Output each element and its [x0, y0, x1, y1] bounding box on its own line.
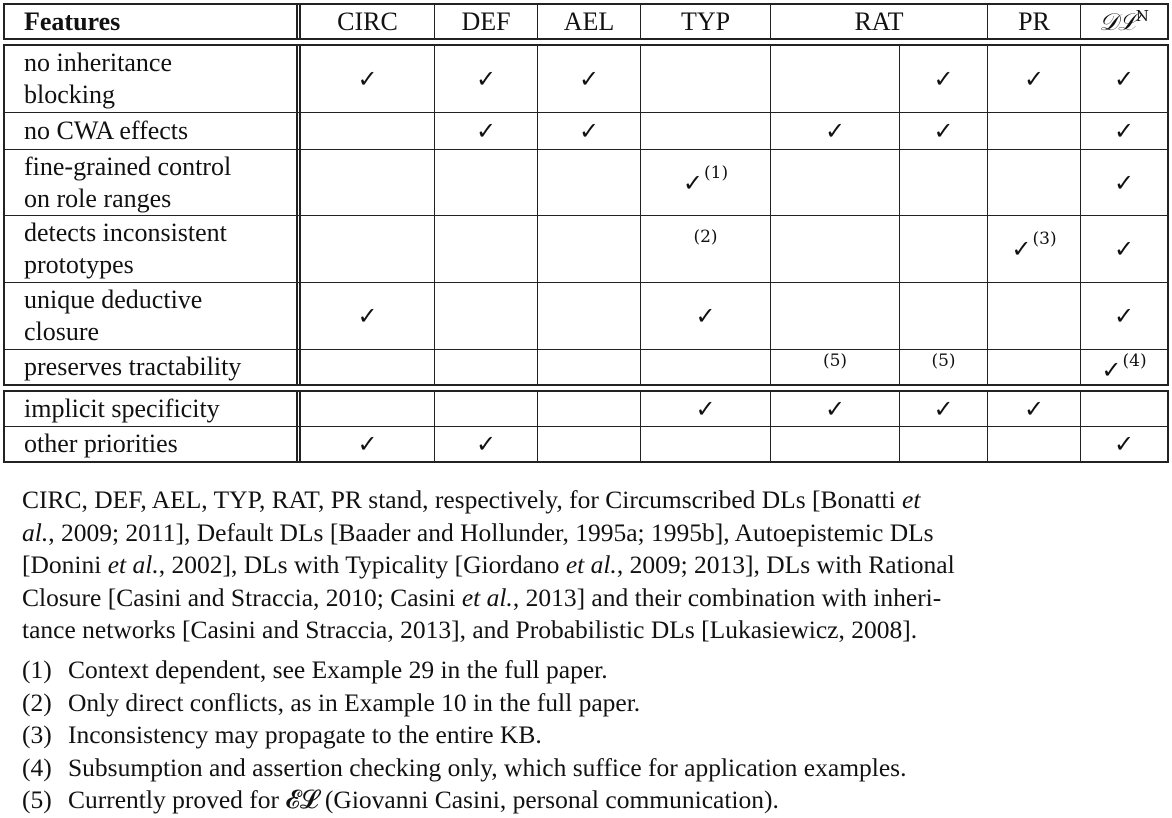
check-icon: ✓	[1113, 430, 1135, 458]
cell-ael	[537, 216, 640, 282]
cell-rat-1	[770, 216, 899, 282]
text: et	[902, 485, 921, 514]
header-circ: CIRC	[296, 5, 434, 38]
check-icon: ✓	[695, 395, 716, 423]
text: et al.	[107, 550, 159, 579]
check-icon: ✓	[933, 117, 954, 145]
cell-rat-2	[899, 150, 987, 215]
header-pr: PR	[987, 5, 1080, 38]
table-row	[5, 392, 1167, 426]
comparison-table-main	[3, 44, 1169, 386]
cell-circ	[296, 283, 434, 349]
text: prototypes	[24, 250, 134, 279]
cell-rat-2	[899, 392, 987, 426]
cell-rat-1	[770, 113, 899, 149]
cell-circ	[296, 392, 434, 426]
check-icon: ✓	[1113, 302, 1135, 330]
caption-line	[22, 484, 1082, 517]
cell-ael	[537, 392, 640, 426]
text: Context dependent, see Example 29 in the full paper.	[68, 655, 608, 684]
feature-label: no CWA effects	[24, 116, 189, 145]
check-icon: ✓	[682, 168, 703, 197]
footnote-ref: (3)	[1032, 229, 1057, 249]
text: detects inconsistent	[24, 218, 227, 247]
cell-dln	[1080, 350, 1167, 384]
cell-rat-1	[770, 283, 899, 349]
feature-label: other priorities	[24, 429, 178, 458]
feature-label	[5, 283, 302, 349]
footnote-ref: (1)	[704, 162, 729, 183]
cell-typ	[640, 427, 770, 461]
table-caption	[22, 484, 1082, 647]
cell-pr	[987, 392, 1080, 426]
text: [Donini	[22, 550, 108, 579]
check-icon: ✓	[1113, 235, 1135, 263]
check-icon: ✓	[1023, 395, 1045, 423]
text: 𝒟ℒ	[1099, 8, 1136, 36]
check-icon: ✓	[933, 65, 954, 93]
comparison-table-secondary	[3, 390, 1169, 463]
cell-ael	[537, 283, 640, 349]
table-row	[5, 282, 1167, 349]
footnote-3	[22, 719, 906, 752]
check-icon: ✓	[578, 65, 600, 93]
text: closure	[24, 317, 100, 346]
cell-pr	[987, 150, 1080, 215]
check-icon: ✓	[1101, 356, 1122, 384]
text: et al.	[565, 550, 617, 579]
cell-circ	[296, 150, 434, 215]
check-icon: ✓	[824, 395, 846, 423]
cell-def	[434, 427, 537, 461]
footnote-4	[22, 752, 906, 785]
cell-pr	[987, 46, 1080, 112]
table-row	[5, 112, 1167, 149]
table-row	[5, 149, 1167, 215]
check-icon: ✓	[1113, 168, 1135, 197]
caption-line	[22, 614, 1082, 647]
header-ael: AEL	[537, 5, 640, 38]
text: on role ranges	[24, 183, 172, 213]
cell-rat-2	[899, 113, 987, 149]
text: (1)	[22, 655, 52, 684]
cell-rat-1	[770, 350, 899, 384]
cell-typ	[640, 350, 770, 384]
footnote-ref: (5)	[822, 351, 848, 371]
header-typ: TYP	[640, 5, 770, 38]
cell-dln	[1080, 113, 1167, 149]
text: blocking	[24, 80, 115, 109]
cell-circ	[296, 350, 434, 384]
text: CIRC, DEF, AEL, TYP, RAT, PR stand, respectively, for Circumscribed DLs [Bonatti	[22, 485, 902, 514]
header-row	[5, 5, 1167, 38]
cell-pr	[987, 216, 1080, 282]
cell-ael	[537, 150, 640, 215]
cell-dln	[1080, 283, 1167, 349]
cell-typ	[640, 216, 770, 282]
cell-def	[434, 283, 537, 349]
text: , 2009; 2013], DLs with Rational	[616, 550, 955, 579]
header-def: DEF	[434, 5, 537, 38]
cell-ael	[537, 46, 640, 112]
check-icon: ✓	[695, 302, 716, 330]
cell-circ	[296, 46, 434, 112]
cell-pr	[987, 350, 1080, 384]
table-row	[5, 349, 1167, 384]
check-icon: ✓	[1113, 117, 1135, 145]
header-rat: RAT	[770, 5, 987, 38]
table-row	[5, 426, 1167, 461]
cell-rat-2	[899, 283, 987, 349]
cell-rat-1	[770, 392, 899, 426]
cell-dln	[1080, 392, 1167, 426]
text: (3)	[22, 720, 52, 749]
cell-typ	[640, 283, 770, 349]
cell-dln	[1080, 427, 1167, 461]
text: et al.	[461, 582, 513, 612]
text: , 2002], DLs with Typicality [Giordano	[158, 550, 566, 579]
text: , 2009; 2011], Default DLs [Baader and Hollunder, 1995a; 1995b], Autoepistemic DLs	[48, 517, 934, 547]
footnote-2	[22, 687, 906, 720]
feature-label	[5, 216, 302, 282]
caption-line	[22, 582, 1082, 615]
text: fine-grained control	[24, 151, 232, 181]
text: N	[1135, 7, 1149, 25]
cell-circ	[296, 113, 434, 149]
cell-rat-2	[899, 216, 987, 282]
text: Currently proved for 𝓔𝓛 (Giovanni Casini, personal communication).	[68, 785, 779, 814]
table-row	[5, 215, 1167, 282]
check-icon: ✓	[824, 117, 846, 145]
table-row	[5, 46, 1167, 112]
text: unique deductive	[24, 285, 203, 314]
text: al.	[22, 517, 49, 547]
text: , 2013] and their combination with inheri-	[512, 582, 942, 612]
dln-symbol	[1099, 7, 1149, 36]
text: Inconsistency may propagate to the entire KB.	[68, 720, 542, 749]
cell-ael	[537, 350, 640, 384]
cell-rat-1	[770, 46, 899, 112]
header-dln	[1080, 5, 1167, 38]
cell-def	[434, 392, 537, 426]
footnote-ref: (4)	[1122, 351, 1147, 371]
cell-def	[434, 46, 537, 112]
text: Only direct conflicts, as in Example 10 in the full paper.	[68, 687, 641, 717]
cell-circ	[296, 427, 434, 461]
cell-rat-2	[899, 427, 987, 461]
footnote-ref: (5)	[931, 351, 956, 371]
footnote-ref: (2)	[693, 227, 718, 247]
text: no inheritance	[24, 48, 172, 77]
text: Subsumption and assertion checking only, which suffice for application examples.	[68, 752, 907, 782]
text: Closure [Casini and Straccia, 2010; Casini	[22, 582, 462, 612]
caption-line	[22, 549, 1082, 582]
cell-ael	[537, 427, 640, 461]
cell-def	[434, 216, 537, 282]
comparison-table-header	[3, 3, 1169, 40]
header-features: Features	[24, 6, 121, 36]
check-icon: ✓	[357, 302, 378, 330]
cell-pr	[987, 113, 1080, 149]
check-icon: ✓	[475, 117, 497, 145]
text: (2)	[22, 687, 52, 717]
cell-rat-1	[770, 150, 899, 215]
cell-typ	[640, 392, 770, 426]
cell-def	[434, 150, 537, 215]
footnote-1	[22, 654, 906, 687]
feature-label	[5, 150, 302, 215]
feature-label: preserves tractability	[24, 352, 242, 381]
cell-def	[434, 113, 537, 149]
cell-def	[434, 350, 537, 384]
cell-typ	[640, 46, 770, 112]
text: tance networks [Casini and Straccia, 2013], and Probabilistic DLs [Lukasiewicz, 2008].	[22, 615, 918, 644]
check-icon: ✓	[933, 395, 954, 423]
cell-circ	[296, 216, 434, 282]
cell-ael	[537, 113, 640, 149]
caption-line	[22, 517, 1082, 550]
feature-label	[5, 46, 302, 112]
cell-rat-1	[770, 427, 899, 461]
feature-label: implicit specificity	[24, 394, 220, 423]
check-icon: ✓	[357, 65, 378, 93]
footnote-5	[22, 784, 906, 817]
check-icon: ✓	[1011, 235, 1032, 263]
text: (5)	[22, 785, 52, 814]
footnotes	[22, 654, 906, 817]
cell-dln	[1080, 46, 1167, 112]
check-icon: ✓	[1023, 65, 1045, 93]
cell-pr	[987, 283, 1080, 349]
check-icon: ✓	[1113, 65, 1135, 93]
text: (4)	[22, 752, 52, 782]
cell-typ	[640, 150, 770, 215]
cell-dln	[1080, 216, 1167, 282]
cell-dln	[1080, 150, 1167, 215]
check-icon: ✓	[357, 430, 378, 458]
cell-rat-2	[899, 46, 987, 112]
check-icon: ✓	[475, 65, 497, 93]
check-icon: ✓	[578, 117, 600, 145]
check-icon: ✓	[475, 430, 497, 458]
cell-rat-2	[899, 350, 987, 384]
cell-typ	[640, 113, 770, 149]
cell-pr	[987, 427, 1080, 461]
